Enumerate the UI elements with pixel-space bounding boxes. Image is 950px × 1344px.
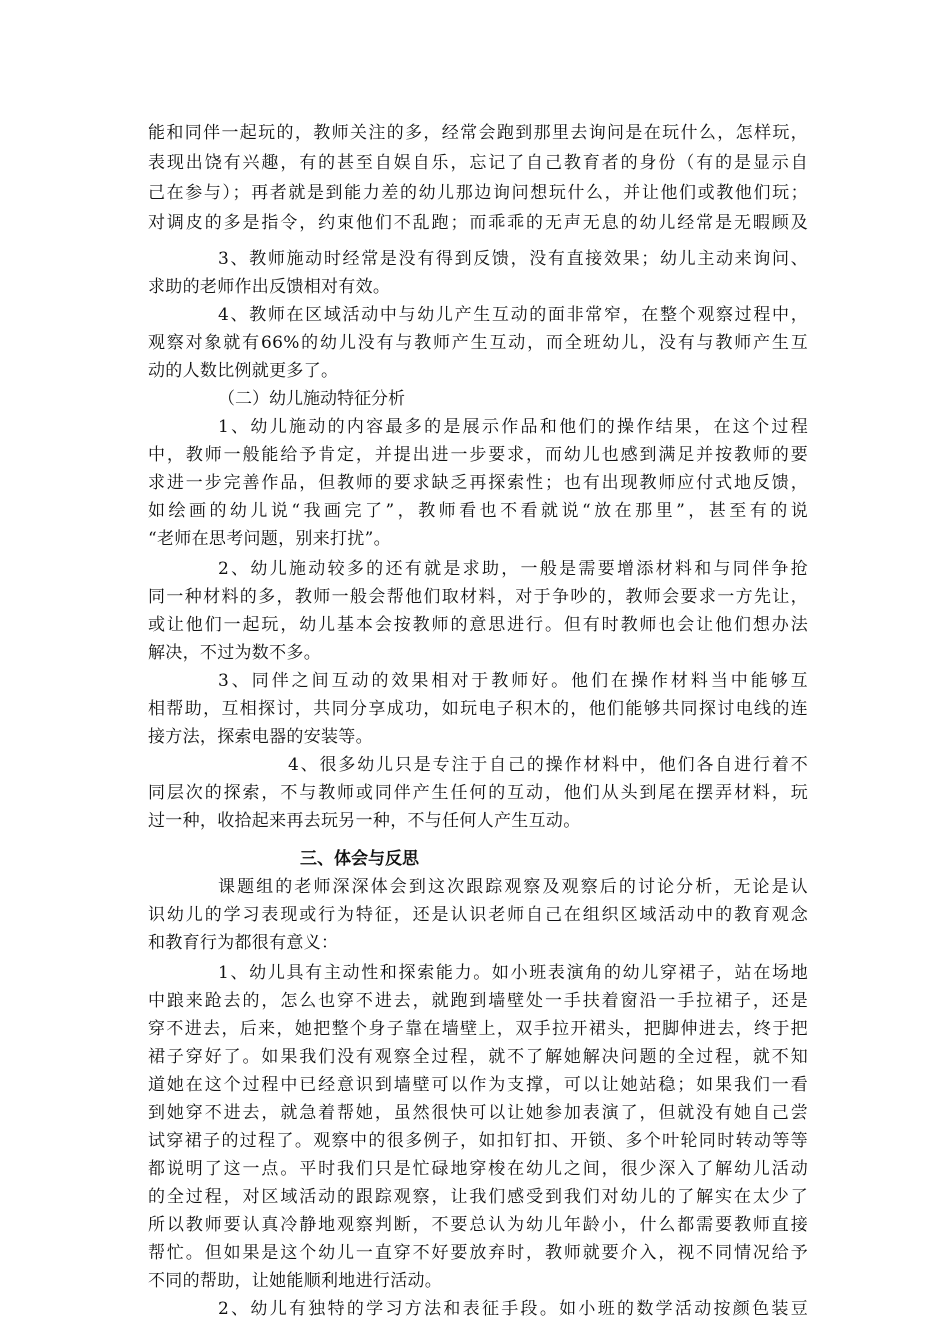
text-line: 求进一步完善作品，但教师的要求缺乏再探索性；也有出现教师应付式地反馈， <box>148 473 808 493</box>
text-line: 对调皮的多是指令，约束他们不乱跑；而乖乖的无声无息的幼儿经常是无暇顾及 <box>148 213 808 233</box>
text-line: 和教育行为都很有意义： <box>148 933 339 953</box>
text-line: 中踉来跄去的，怎么也穿不进去，就跑到墙壁处一手扶着窗沿一手拉裙子，还是 <box>148 991 808 1011</box>
text-line: 己在参与）；再者就是到能力差的幼儿那边询问想玩什么，并让他们或教他们玩； <box>148 183 808 203</box>
text-line: 中，教师一般能给予肯定，并提出进一步要求，而幼儿也感到满足并按教师的要 <box>148 445 808 465</box>
section-heading: 三、体会与反思 <box>300 849 419 869</box>
text-line: 帮忙。但如果是这个幼儿一直穿不好要放弃时，教师就要介入，视不同情况给予 <box>148 1243 808 1263</box>
text-line: 能和同伴一起玩的，教师关注的多，经常会跑到那里去询问是在玩什么，怎样玩， <box>148 123 808 143</box>
text-line: 到她穿不进去，就急着帮她，虽然很快可以让她参加表演了，但就没有她自己尝 <box>148 1103 808 1123</box>
text-line: 3、教师施动时经常是没有得到反馈，没有直接效果；幼儿主动来询问、 <box>218 249 808 269</box>
text-line: 试穿裙子的过程了。观察中的很多例子，如扣钉扣、开锁、多个叶轮同时转动等等 <box>148 1131 808 1151</box>
text-line: 1、幼儿施动的内容最多的是展示作品和他们的操作结果，在这个过程 <box>218 417 808 437</box>
section-heading: （二）幼儿施动特征分析 <box>218 389 405 409</box>
text-line: 动的人数比例就更多了。 <box>148 361 339 381</box>
text-line: 3、同伴之间互动的效果相对于教师好。他们在操作材料当中能够互 <box>218 671 808 691</box>
text-line: 所以教师要认真冷静地观察判断，不要总认为幼儿年龄小，什么都需要教师直接 <box>148 1215 808 1235</box>
text-line: “老师在思考问题，别来打扰”。 <box>148 529 391 549</box>
text-line: 不同的帮助，让她能顺利地进行活动。 <box>148 1271 443 1291</box>
text-line: 解决，不过为数不多。 <box>148 643 321 663</box>
text-line: 都说明了这一点。平时我们只是忙碌地穿梭在幼儿之间，很少深入了解幼儿活动 <box>148 1159 808 1179</box>
text-line: 识幼儿的学习表现或行为特征，还是认识老师自己在组织区域活动中的教育观念 <box>148 905 808 925</box>
text-line: 2、幼儿有独特的学习方法和表征手段。如小班的数学活动按颜色装豆 <box>218 1299 808 1319</box>
text-line: 道她在这个过程中已经意识到墙壁可以作为支撑，可以让她站稳；如果我们一看 <box>148 1075 808 1095</box>
text-line: 同层次的探索，不与教师或同伴产生任何的互动，他们从头到尾在摆弄材料，玩 <box>148 783 808 803</box>
text-line: 求助的老师作出反馈相对有效。 <box>148 277 391 297</box>
text-line: 表现出饶有兴趣，有的甚至自娱自乐，忘记了自己教育者的身份（有的是显示自 <box>148 153 808 173</box>
text-line: 1、幼儿具有主动性和探索能力。如小班表演角的幼儿穿裙子，站在场地 <box>218 963 808 983</box>
text-line: 的全过程，对区域活动的跟踪观察，让我们感受到我们对幼儿的了解实在太少了 <box>148 1187 808 1207</box>
text-line: 裙子穿好了。如果我们没有观察全过程，就不了解她解决问题的全过程，就不知 <box>148 1047 808 1067</box>
text-line: 4、教师在区域活动中与幼儿产生互动的面非常窄，在整个观察过程中， <box>218 305 808 325</box>
text-line: 观察对象就有66%的幼儿没有与教师产生互动，而全班幼儿，没有与教师产生互 <box>148 333 808 353</box>
text-line: 同一种材料的多，教师一般会帮他们取材料，对于争吵的，教师会要求一方先让， <box>148 587 808 607</box>
text-line: 2、幼儿施动较多的还有就是求助，一般是需要增添材料和与同伴争抢 <box>218 559 808 579</box>
text-line: 4、很多幼儿只是专注于自己的操作材料中，他们各自进行着不 <box>288 755 808 775</box>
text-line: 或让他们一起玩，幼儿基本会按教师的意思进行。但有时教师也会让他们想办法 <box>148 615 808 635</box>
text-line: 过一种，收拾起来再去玩另一种，不与任何人产生互动。 <box>148 811 581 831</box>
text-line: 如绘画的幼儿说“我画完了”，教师看也不看就说“放在那里”，甚至有的说 <box>148 501 808 521</box>
text-line: 课题组的老师深深体会到这次跟踪观察及观察后的讨论分析，无论是认 <box>218 877 808 897</box>
text-line: 接方法，探索电器的安装等。 <box>148 727 373 747</box>
text-line: 穿不进去，后来，她把整个身子靠在墙壁上，双手拉开裙头，把脚伸进去，终于把 <box>148 1019 808 1039</box>
text-line: 相帮助，互相探讨，共同分享成功，如玩电子积木的，他们能够共同探讨电线的连 <box>148 699 808 719</box>
